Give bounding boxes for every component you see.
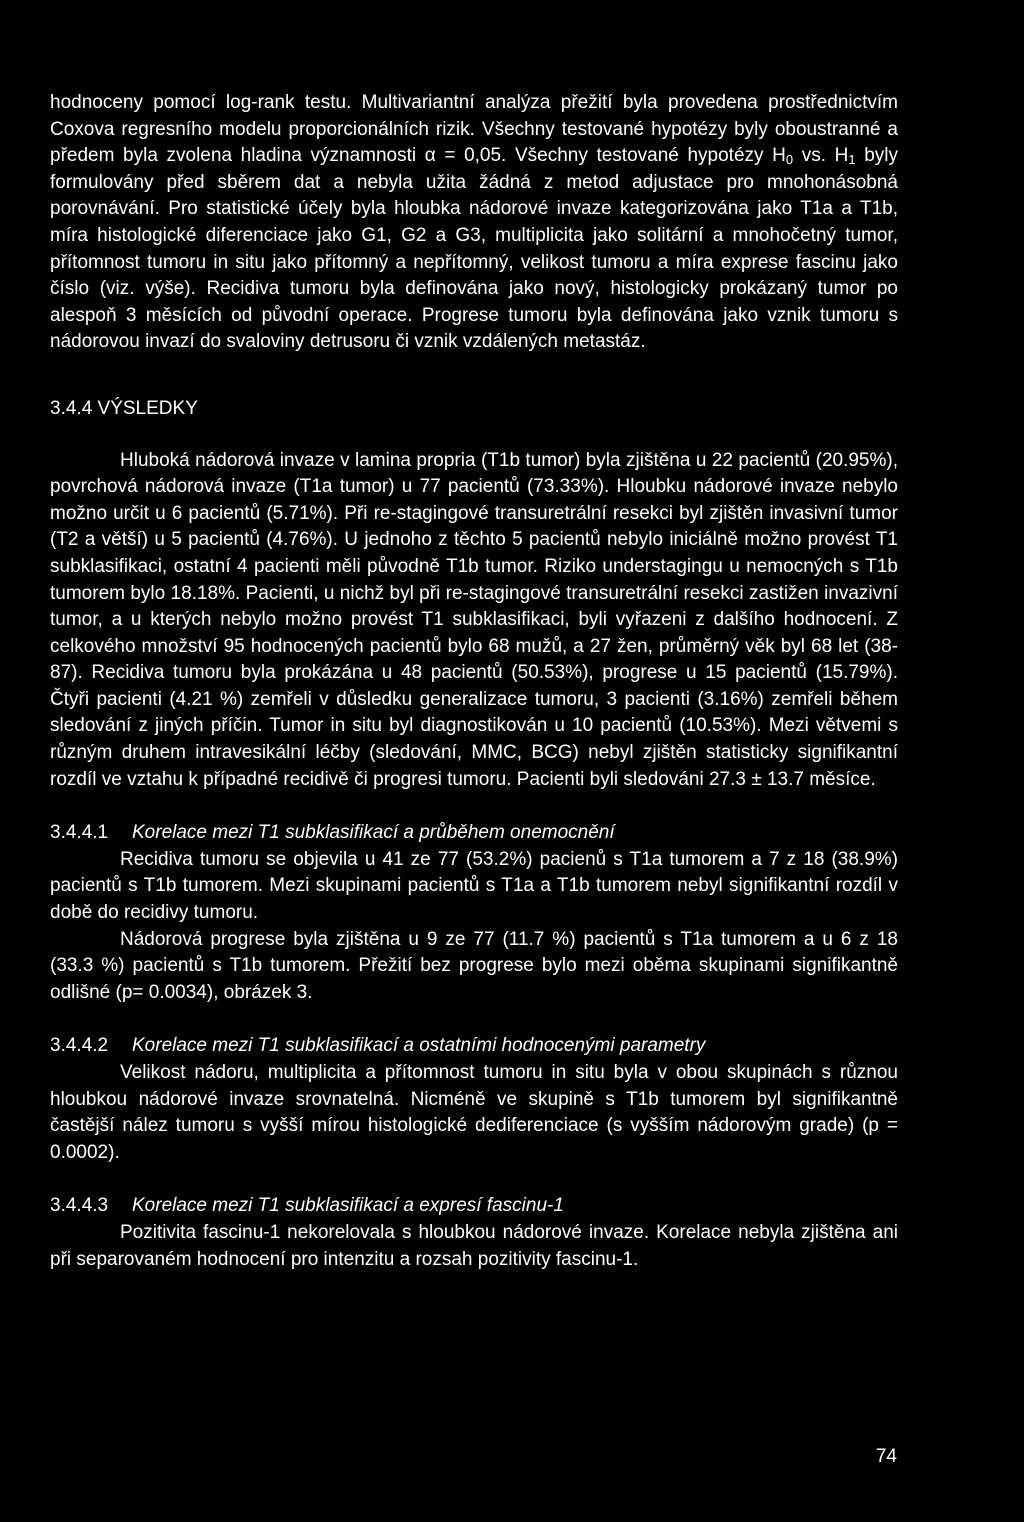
subsection-heading-1 xyxy=(50,820,898,847)
subsection-number: 3.4.4.2 xyxy=(50,1035,109,1057)
subsection-title: Korelace mezi T1 subklasifikací a průběhem onemocnění xyxy=(132,822,615,844)
methods-paragraph: hodnoceny pomocí log-rank testu. Multivariantní analýza přežití byla provedena prostřednictvím Coxova regresního modelu proporcionálních rizik. Všechny testované hypotézy byly oboustranné a předem byla zvolena hladina významnosti α = 0,05. Všechny testované hypotézy $H_0$ vs. $H_1$ byly formulovány před sběrem dat a nebyla užita žádná z metod adjustace pro mnohonásobná porovnávání. Pro statistické účely byla hloubka nádorové invaze kategorizována jako T1a a T1b, míra histologické diferenciace jako G1, G2 a G3, multiplicita jako solitární a mnohočetný tumor, přítomnost tumoru in situ jako přítomný a nepřítomný, velikost tumoru a míra exprese fascinu jako číslo (viz. výše). Recidiva tumoru byla definována jako nový, histologicky prokázaný tumor po alespoň 3 měsících od původní operace. Progrese tumoru byla definována jako vznik tumoru s nádorovou invazí do svaloviny detrusoru či vznik vzdálených metastáz. xyxy=(50,92,898,353)
subsection-heading-3 xyxy=(50,1193,898,1220)
subsection-number: 3.4.4.3 xyxy=(50,1195,109,1217)
subsection-3-paragraph-1: Pozitivita fascinu-1 nekorelovala s hloubkou nádorové invaze. Korelace nebyla zjištěna ani při separovaném hodnocení pro intenzitu a rozsah pozitivity fascinu-1. xyxy=(50,1221,898,1270)
subsection-title: Korelace mezi T1 subklasifikací a expresí fascinu-1 xyxy=(132,1195,564,1217)
document-page xyxy=(50,90,898,1273)
subsection-1-paragraph-1: Recidiva tumoru se objevila u 41 ze 77 (53.2%) pacienů s T1a tumorem a 7 z 18 (38.9%) pacientů s T1b tumorem. Mezi skupinami pacientů s T1a a T1b tumorem nebyl signifikantní rozdíl v době do recidivy tumoru. xyxy=(50,848,898,924)
subsection-1-paragraph-2: Nádorová progrese byla zjištěna u 9 ze 77 (11.7 %) pacientů s T1a tumorem a u 6 z 18 (33.3 %) pacientů s T1b tumorem. Přežití bez progrese bylo mezi oběma skupinami signifikantně odlišné (p= 0.0034), obrázek 3. xyxy=(50,928,898,1003)
results-paragraph: Hluboká nádorová invaze v lamina propria (T1b tumor) byla zjištěna u 22 pacientů (20.95%), povrchová nádorová invaze (T1a tumor) u 77 pacientů (73.33%). Hloubku nádorové invaze nebylo možno určit u 6 pacientů (5.71%). Při re-stagingové transuretrální resekci byl zjištěn invasivní tumor (T2 a větší) u 5 pacientů (4.76%). U jednoho z těchto 5 pacientů nebylo iniciálně možno provést T1 subklasifikaci, ostatní 4 pacienti měli původně T1b tumor. Riziko understagingu u nemocných s T1b tumorem bylo 18.18%. Pacienti, u nichž byl při re-stagingové transuretrální resekci zastižen invazivní tumor, a u kterých nebylo možno provést T1 subklasifikaci, byli vyřazeni z dalšího hodnocení. Z celkového množství 95 hodnocených pacientů bylo 68 mužů, a 27 žen, průměrný věk byl 68 let (38-87). Recidiva tumoru byla prokázána u 48 pacientů (50.53%), progrese u 15 pacientů (15.79%). Čtyři pacienti (4.21 %) zemřeli v důsledku generalizace tumoru, 3 pacienti (3.16%) zemřeli během sledování z jiných příčin. Tumor in situ byl diagnostikován u 10 pacientů (10.53%). Mezi větvemi s různým druhem intravesikální léčby (sledování, MMC, BCG) nebyl zjištěn statisticky signifikantní rozdíl ve vztahu k případné recidivě či progresi tumoru. Pacienti byli sledováni 27.3 ± 13.7 měsíce. xyxy=(50,449,898,790)
section-heading-results: 3.4.4 VÝSLEDKY xyxy=(50,397,198,419)
subsection-2-paragraph-1: Velikost nádoru, multiplicita a přítomnost tumoru in situ byla v obou skupinách s různou hloubkou nádorové invaze srovnatelná. Nicméně ve skupině s T1b tumorem byl signifikantně častější nález tumoru s vyšší mírou histologické dediferenciace (s vyšším nádorovým grade) (p = 0.0002). xyxy=(50,1062,898,1163)
subsection-heading-2 xyxy=(50,1033,898,1060)
subsection-number: 3.4.4.1 xyxy=(50,822,109,844)
page-number: 74 xyxy=(875,1446,897,1467)
subsection-title: Korelace mezi T1 subklasifikací a ostatními hodnocenými parametry xyxy=(132,1035,706,1057)
